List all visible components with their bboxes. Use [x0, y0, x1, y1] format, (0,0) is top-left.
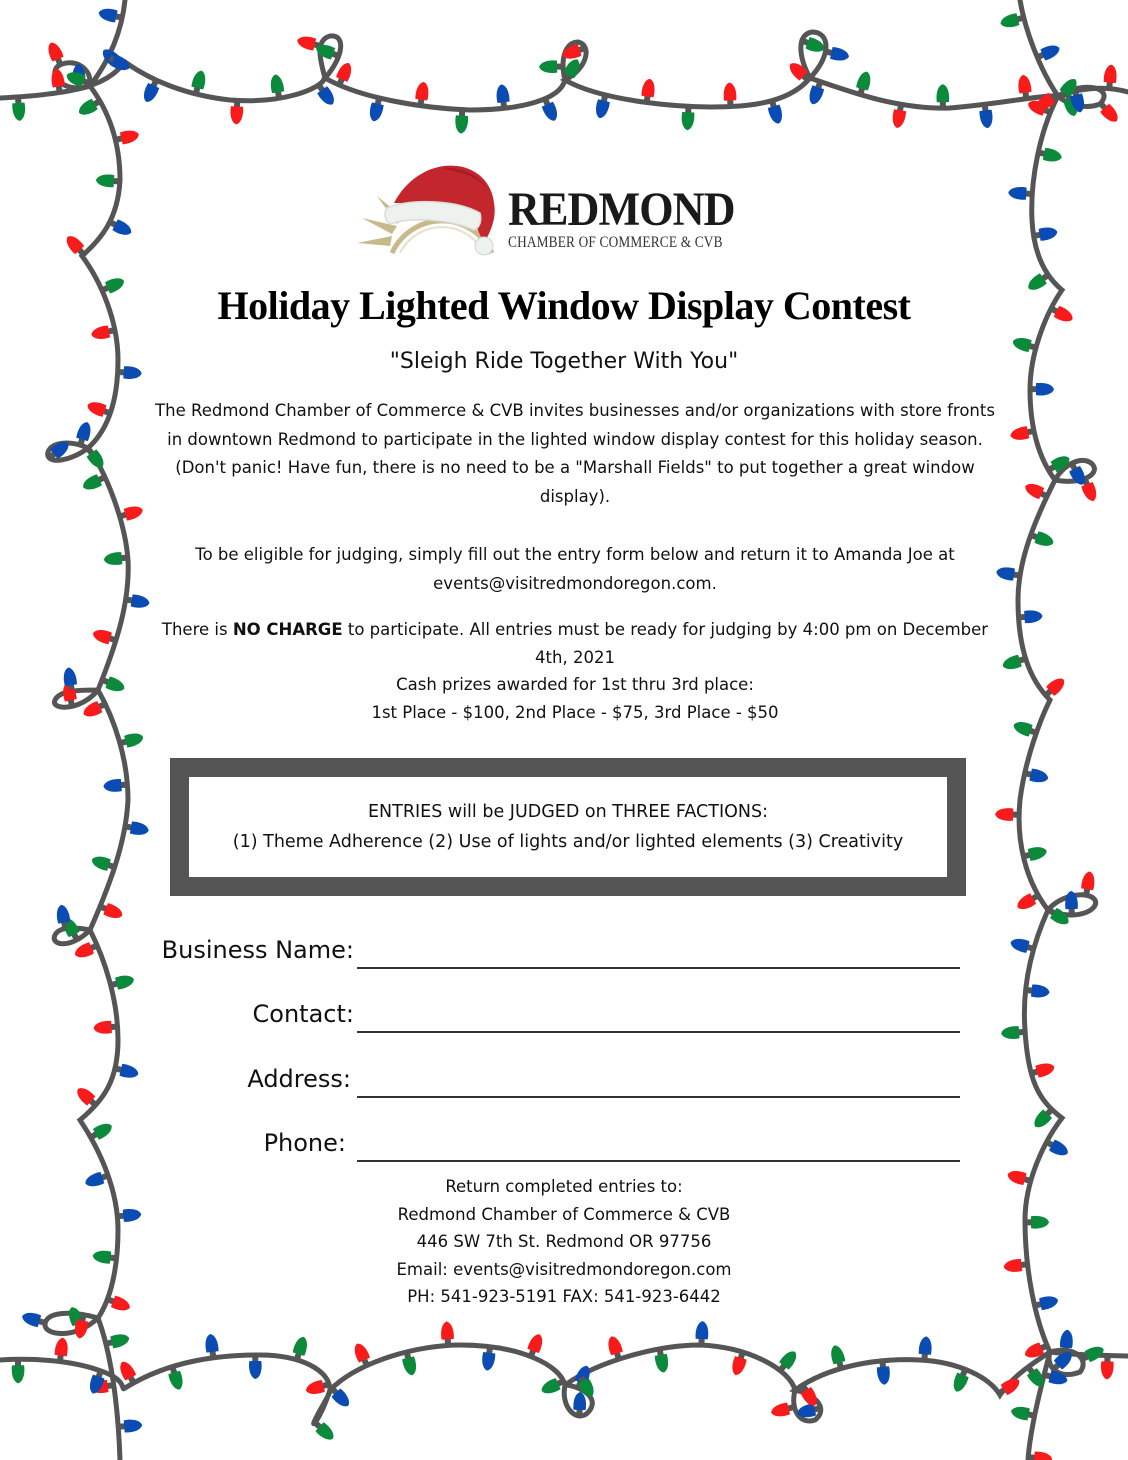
phone-label: Phone:	[263, 1129, 346, 1157]
form-field-address	[140, 1058, 960, 1098]
prizes-list: 1st Place - $100, 2nd Place - $75, 3rd Place - $50	[371, 702, 779, 722]
address-label: Address:	[247, 1065, 351, 1093]
judging-heading: ENTRIES will be JUDGED on THREE FACTIONS:	[368, 802, 768, 822]
logo-subtitle: CHAMBER OF COMMERCE & CVB	[508, 234, 723, 251]
charge-prefix: There is	[161, 620, 233, 639]
santa-hat-sun-icon	[352, 158, 512, 258]
return-phone-fax: PH: 541-923-5191 FAX: 541-923-6442	[407, 1287, 721, 1306]
form-field-business-name	[140, 929, 960, 969]
contact-line[interactable]	[357, 1031, 960, 1033]
address-line[interactable]	[357, 1096, 960, 1098]
return-info	[0, 1173, 1128, 1311]
return-address: 446 SW 7th St. Redmond OR 97756	[416, 1232, 712, 1251]
business-name-line[interactable]	[357, 967, 960, 969]
chamber-logo	[352, 158, 752, 258]
no-charge-emphasis: NO CHARGE	[232, 620, 343, 639]
logo-wordmark: REDMOND	[508, 183, 735, 236]
intro-paragraph: The Redmond Chamber of Commerce & CVB invites businesses and/or organizations with store fronts in downtown Redmond to participate in the lighted window display contest for this holiday season. (Don't panic! Have fun, there is no need to be a "Marshall Fields" to put together a great window display).	[155, 401, 995, 506]
contact-label: Contact:	[252, 1000, 354, 1028]
prizes-heading: Cash prizes awarded for 1st thru 3rd place:	[396, 675, 754, 694]
rules-paragraph	[150, 616, 1000, 726]
judging-criteria-box	[170, 758, 966, 896]
form-field-contact	[140, 993, 960, 1033]
contest-theme: "Sleigh Ride Together With You"	[389, 349, 739, 374]
charge-info	[150, 616, 1000, 671]
business-name-label: Business Name:	[161, 936, 354, 964]
return-email: Email: events@visitredmondoregon.com	[396, 1259, 732, 1279]
judging-criteria: (1) Theme Adherence (2) Use of lights and/or lighted elements (3) Creativity	[232, 832, 904, 852]
eligibility-paragraph: To be eligible for judging, simply fill out the entry form below and return it to Amanda Joe at events@visitredmondoregon.com.	[195, 545, 955, 593]
page-title: Holiday Lighted Window Display Contest	[217, 283, 911, 328]
return-heading: Return completed entries to:	[445, 1177, 683, 1196]
deadline-text: to participate. All entries must be ready for judging by 4:00 pm on December 4th, 2021	[342, 620, 989, 667]
return-organization: Redmond Chamber of Commerce & CVB	[397, 1204, 731, 1224]
form-field-phone	[140, 1122, 960, 1162]
phone-line[interactable]	[357, 1160, 960, 1162]
